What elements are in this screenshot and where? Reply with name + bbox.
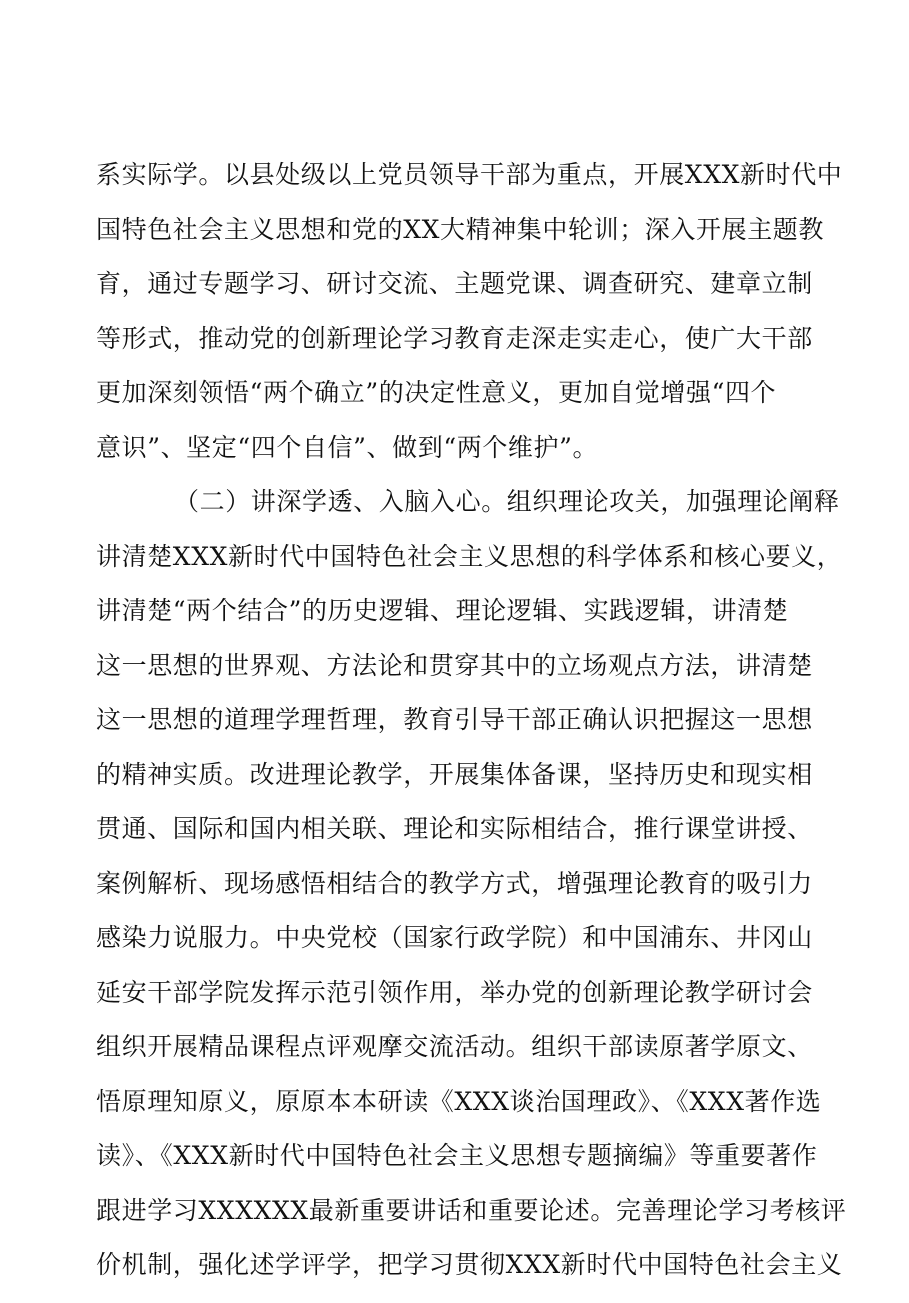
- text-line: 贯通、国际和国内相关联、理论和实际相结合，推行课堂讲授、: [96, 814, 813, 843]
- section-heading-line: （二）讲深学透、入脑入心。组织理论攻关，加强理论阐释: [174, 487, 840, 516]
- text-line: 延安干部学院发挥示范引领作用，举办党的创新理论教学研讨会: [96, 977, 813, 1007]
- text-line: 读》、《XXX新时代中国特色社会主义思想专题摘编》等重要著作: [96, 1141, 818, 1170]
- text-line: 这一思想的世界观、方法论和贯穿其中的立场观点方法，讲清楚: [96, 650, 813, 680]
- text-line: 价机制，强化述学评学，把学习贯彻XXX新时代中国特色社会主义: [96, 1250, 843, 1279]
- text-line: 的精神实质。改进理论教学，开展集体备课，坚持历史和现实相: [96, 759, 813, 789]
- text-line: 感染力说服力。中央党校（国家行政学院）和中国浦东、井冈山: [96, 923, 813, 952]
- text-line: 这一思想的道理学理哲理，教育引导干部正确认识把握这一思想: [96, 705, 813, 734]
- text-line: 组织开展精品课程点评观摩交流活动。组织干部读原著学原文、: [96, 1032, 813, 1061]
- text-line: 讲清楚XXX新时代中国特色社会主义思想的科学体系和核心要义，: [96, 541, 843, 571]
- text-line: 等形式，推动党的创新理论学习教育走深走实走心，使广大干部: [96, 323, 813, 353]
- text-line: 育，通过专题学习、研讨交流、主题党课、调查研究、建章立制: [96, 269, 813, 298]
- text-line: 意识”、坚定“四个自信”、做到“两个维护”。: [96, 432, 599, 462]
- text-line: 案例解析、现场感悟相结合的教学方式，增强理论教育的吸引力: [96, 868, 813, 898]
- document-body: [96, 158, 856, 1303]
- text-line: 跟进学习XXXXXX最新重要讲话和重要论述。完善理论学习考核评: [96, 1195, 847, 1225]
- text-line: 讲清楚“两个结合”的历史逻辑、理论逻辑、实践逻辑，讲清楚: [96, 596, 789, 625]
- text-line: 国特色社会主义思想和党的XX大精神集中轮训；深入开展主题教: [96, 214, 824, 244]
- text-line: 悟原理知原义，原原本本研读《XXX谈治国理政》、《XXX著作选: [96, 1086, 822, 1116]
- text-line: 系实际学。以县处级以上党员领导干部为重点，开展XXX新时代中: [96, 160, 843, 189]
- text-line: 更加深刻领悟“两个确立”的决定性意义，更加自觉增强“四个: [96, 378, 777, 407]
